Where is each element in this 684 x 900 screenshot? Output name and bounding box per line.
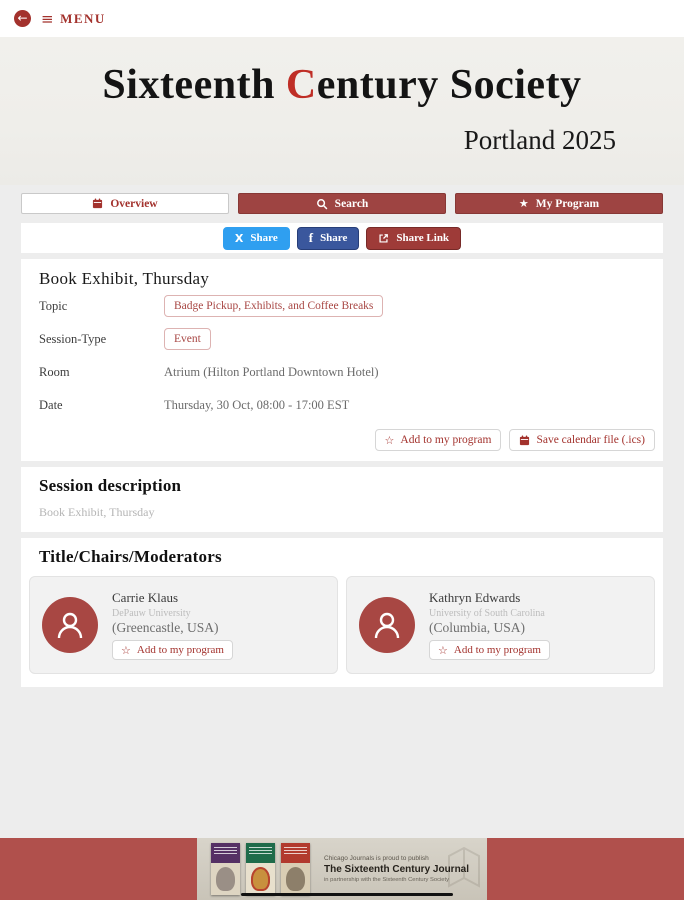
footer xyxy=(0,838,684,900)
banner-line-3: in partnership with the Sixteenth Century Society xyxy=(324,877,450,883)
hamburger-icon: ≡ xyxy=(41,9,56,28)
search-label: Search xyxy=(334,197,369,210)
avatar xyxy=(42,597,98,653)
person-info xyxy=(112,590,233,660)
person-icon xyxy=(370,608,404,642)
share-x-label: Share xyxy=(250,232,278,244)
field-row-date xyxy=(39,389,655,421)
session-description-heading: Session description xyxy=(39,476,182,495)
session-description-card xyxy=(21,467,663,532)
person-icon xyxy=(53,608,87,642)
session-type-badge[interactable]: Event xyxy=(164,328,211,350)
chairs-card xyxy=(21,538,663,687)
title-part-1: Sixteenth xyxy=(102,62,286,108)
topbar xyxy=(0,0,684,37)
person-location: (Greencastle, USA) xyxy=(112,620,219,635)
overview-button[interactable] xyxy=(21,193,229,214)
share-link-icon xyxy=(378,233,389,244)
date-value: Thursday, 30 Oct, 08:00 - 17:00 EST xyxy=(164,397,350,412)
journal-cover-3 xyxy=(281,843,310,895)
people-grid xyxy=(29,576,655,674)
banner-line-1: Chicago Journals is proud to publish xyxy=(324,855,429,862)
hero-header xyxy=(0,37,684,185)
star-outline-icon: ☆ xyxy=(438,643,448,657)
field-label: Session-Type xyxy=(39,331,107,346)
search-button[interactable] xyxy=(238,193,446,214)
share-facebook-button[interactable] xyxy=(297,227,360,250)
field-label: Topic xyxy=(39,298,68,313)
avatar xyxy=(359,597,415,653)
person-info xyxy=(429,590,550,660)
nav-row xyxy=(21,193,663,214)
star-outline-icon: ☆ xyxy=(384,433,395,447)
person-card[interactable] xyxy=(29,576,338,674)
field-row-room xyxy=(39,356,655,388)
save-calendar-button[interactable] xyxy=(509,429,655,451)
share-facebook-label: Share xyxy=(320,232,348,244)
overview-label: Overview xyxy=(110,197,158,210)
field-row-topic xyxy=(39,290,655,322)
banner-divider-bar xyxy=(241,893,453,896)
star-icon: ★ xyxy=(518,197,529,210)
share-x-button[interactable] xyxy=(223,227,290,250)
add-to-program-button[interactable] xyxy=(375,429,502,451)
calendar-icon xyxy=(519,435,530,446)
journal-cover-2 xyxy=(246,843,275,895)
share-link-button[interactable] xyxy=(366,227,461,250)
save-calendar-label: Save calendar file (.ics) xyxy=(536,434,645,446)
add-person-label: Add to my program xyxy=(136,644,224,656)
title-accent-letter: C xyxy=(285,62,317,108)
add-to-program-label: Add to my program xyxy=(400,434,492,446)
journal-cover-1 xyxy=(211,843,240,895)
facebook-logo-icon: f xyxy=(308,230,314,245)
page-title xyxy=(0,37,684,109)
add-person-button[interactable] xyxy=(112,640,233,660)
back-button[interactable] xyxy=(14,10,31,27)
session-card xyxy=(21,259,663,461)
field-row-session-type xyxy=(39,323,655,355)
share-strip xyxy=(21,223,663,253)
person-name: Carrie Klaus xyxy=(112,590,179,605)
field-label: Date xyxy=(39,397,63,412)
main-content xyxy=(0,185,684,838)
back-arrow-icon: ← xyxy=(17,11,28,25)
person-affiliation: University of South Carolina xyxy=(429,608,545,619)
person-name: Kathryn Edwards xyxy=(429,590,521,605)
banner-text xyxy=(324,855,469,883)
field-label: Room xyxy=(39,364,70,379)
menu-label: MENU xyxy=(60,10,106,26)
session-description-text: Book Exhibit, Thursday xyxy=(39,505,155,519)
session-title: Book Exhibit, Thursday xyxy=(39,269,210,288)
event-subtitle: Portland 2025 xyxy=(463,125,616,155)
topic-badge[interactable]: Badge Pickup, Exhibits, and Coffee Breaks xyxy=(164,295,383,317)
person-affiliation: DePauw University xyxy=(112,608,191,619)
x-logo-icon: X xyxy=(234,231,244,245)
add-person-label: Add to my program xyxy=(453,644,541,656)
calendar-icon xyxy=(92,198,103,209)
room-value: Atrium (Hilton Portland Downtown Hotel) xyxy=(164,364,379,379)
chairs-heading: Title/Chairs/Moderators xyxy=(39,547,222,566)
journal-banner[interactable] xyxy=(197,838,487,900)
my-program-button[interactable] xyxy=(455,193,663,214)
field-value xyxy=(164,295,383,317)
share-link-label: Share Link xyxy=(396,232,450,244)
search-icon xyxy=(316,198,328,210)
person-location: (Columbia, USA) xyxy=(429,620,525,635)
banner-line-2: The Sixteenth Century Journal xyxy=(324,864,470,875)
field-value xyxy=(164,328,211,350)
my-program-label: My Program xyxy=(535,197,600,210)
menu-button[interactable] xyxy=(41,10,106,28)
star-outline-icon: ☆ xyxy=(121,643,131,657)
person-card[interactable] xyxy=(346,576,655,674)
title-part-2: entury Society xyxy=(316,62,582,108)
add-person-button[interactable] xyxy=(429,640,550,660)
session-actions xyxy=(39,429,655,451)
